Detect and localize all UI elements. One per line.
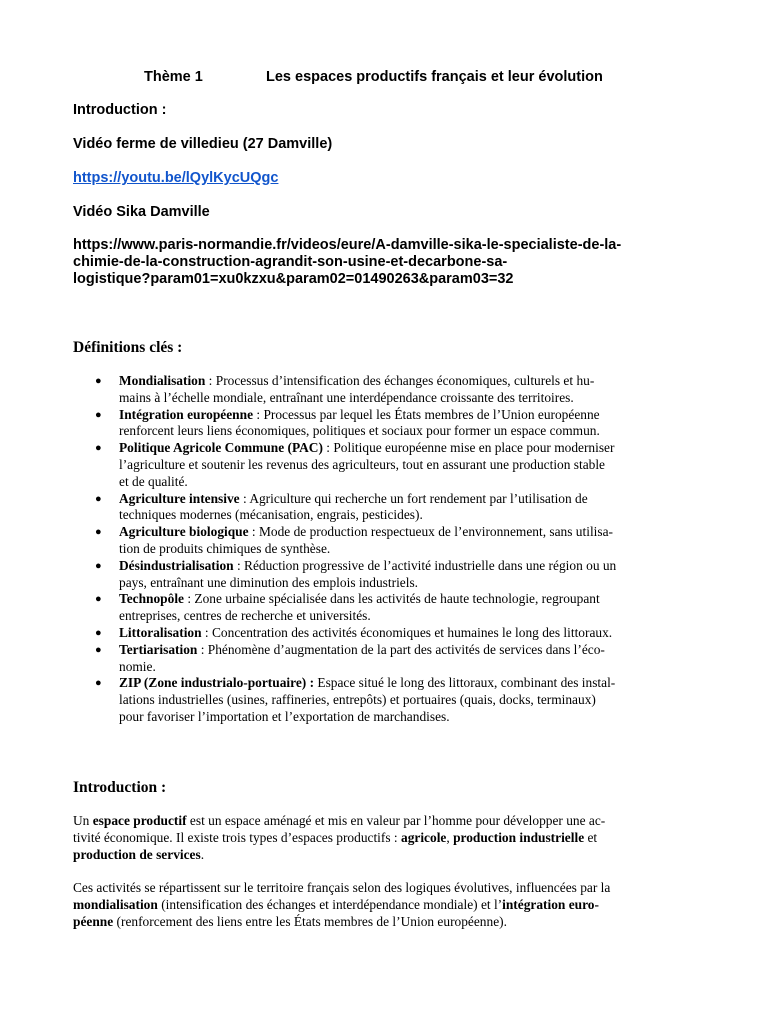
bullet-icon: ● xyxy=(95,559,102,572)
definition-term: Mondialisation xyxy=(119,373,206,388)
definition-text: pour favoriser l’importation et l’exportation de marchandises. xyxy=(119,708,450,724)
definition-term: Agriculture intensive xyxy=(119,490,240,506)
bold-term: espace productif xyxy=(92,813,187,828)
bullet-icon: ● xyxy=(95,643,102,656)
theme-header xyxy=(0,69,768,89)
video2-url-line[interactable]: https://www.paris-normandie.fr/videos/eure/A-damville-sika-le-specialiste-de-la- xyxy=(73,237,622,253)
text-run: est un espace aménagé et mis en valeur par l’homme pour développer une ac- xyxy=(186,813,606,828)
definition-text: entreprises, centres de recherche et universités. xyxy=(119,608,371,624)
definition-text: mains à l’échelle mondiale, entraînant une interdépendance croissante des territoires. xyxy=(119,389,574,405)
bullet-icon: ● xyxy=(95,442,102,455)
definition-term: Technopôle xyxy=(119,591,184,607)
bold-term: production de services xyxy=(73,846,201,862)
theme-title: Les espaces productifs français et leur évolution xyxy=(266,69,603,85)
video1-label: Vidéo ferme de villedieu (27 Damville) xyxy=(73,136,333,152)
definition-term: Littoralisation xyxy=(119,624,202,640)
definition-text: : Agriculture qui recherche un fort rendement par l’utilisation de xyxy=(239,490,588,506)
bullet-icon: ● xyxy=(95,375,102,387)
text-run: Un xyxy=(73,813,93,828)
definition-item xyxy=(73,591,703,625)
definition-text: : Zone urbaine spécialisée dans les activités de haute technologie, regroupant xyxy=(183,591,600,607)
bullet-icon: ● xyxy=(95,526,102,539)
bullet-icon: ● xyxy=(95,626,102,639)
definition-item xyxy=(73,675,703,725)
bold-term: agricole xyxy=(401,829,447,845)
bold-term: mondialisation xyxy=(73,896,158,912)
intro-heading-top: Introduction : xyxy=(73,102,167,118)
video1-link[interactable]: https://youtu.be/lQylKycUQgc xyxy=(73,170,279,186)
definition-item xyxy=(73,625,703,642)
definition-text: techniques modernes (mécanisation, engrais, pesticides). xyxy=(119,507,423,523)
intro-paragraph-2 xyxy=(73,880,703,930)
introduction-heading: Introduction : xyxy=(73,779,167,796)
text-run: Ces activités se répartissent sur le territoire français selon des logiques évolutives, influencées par la xyxy=(73,880,611,895)
definition-term: Tertiarisation xyxy=(119,641,198,657)
bold-term: péenne xyxy=(73,913,114,929)
definition-term: Agriculture biologique xyxy=(119,524,249,540)
intro-paragraph-1 xyxy=(73,813,703,863)
bullet-icon: ● xyxy=(95,492,102,505)
definition-text: renforcent leurs liens économiques, politiques et sociaux pour former un espace commun. xyxy=(119,423,600,439)
definitions-list xyxy=(73,373,703,726)
bullet-icon: ● xyxy=(95,408,102,421)
definition-term: Politique Agricole Commune (PAC) xyxy=(119,440,323,456)
definition-text: : Réduction progressive de l’activité industrielle dans une région ou un xyxy=(233,557,617,573)
text-run: (intensification des échanges et interdépendance mondiale) et l’ xyxy=(157,896,503,912)
definition-text: tion de produits chimiques de synthèse. xyxy=(119,540,331,556)
definition-text: lations industrielles (usines, raffineries, entrepôts) et portuaires (quais, docks, terminaux) xyxy=(119,692,596,708)
text-run: (renforcement des liens entre les États membres de l’Union européenne). xyxy=(113,913,507,929)
theme-label: Thème 1 xyxy=(144,69,203,85)
text-run: et xyxy=(584,829,598,845)
text-run: tivité économique. Il existe trois types d’espaces productifs : xyxy=(73,829,401,845)
definition-text: et de qualité. xyxy=(119,473,188,489)
definition-text: : Concentration des activités économiques et humaines le long des littoraux. xyxy=(201,624,613,640)
definition-item xyxy=(73,491,703,525)
definition-text: Espace situé le long des littoraux, combinant des instal- xyxy=(314,675,616,691)
bullet-icon: ● xyxy=(95,677,102,690)
text-run: . xyxy=(200,846,205,862)
definition-item xyxy=(73,642,703,676)
definition-text: : Processus par lequel les États membres de l’Union européenne xyxy=(253,406,600,422)
video2-label: Vidéo Sika Damville xyxy=(73,204,210,220)
text-run: , xyxy=(446,829,454,845)
definition-item xyxy=(73,558,703,592)
definition-text: : Politique européenne mise en place pour moderniser xyxy=(322,440,615,456)
definition-text: : Mode de production respectueux de l’environnement, sans utilisa- xyxy=(248,524,614,540)
definition-text: nomie. xyxy=(119,658,156,674)
definition-text: : Phénomène d’augmentation de la part des activités de services dans l’éco- xyxy=(197,641,605,657)
definition-term: ZIP (Zone industrialo-portuaire) : xyxy=(119,675,315,691)
definition-item xyxy=(73,373,703,407)
definition-item xyxy=(73,407,703,441)
definition-term: Désindustrialisation xyxy=(119,557,234,573)
bold-term: production industrielle xyxy=(453,829,585,845)
bullet-icon: ● xyxy=(95,593,102,606)
definition-text: l’agriculture et soutenir les revenus des agriculteurs, tout en assurant une production stable xyxy=(119,456,606,472)
bold-term: intégration euro- xyxy=(502,896,599,912)
definition-text: : Processus d’intensification des échanges économiques, culturels et hu- xyxy=(205,373,595,388)
definitions-heading: Définitions clés : xyxy=(73,339,183,356)
definition-term: Intégration européenne xyxy=(119,406,254,422)
video2-url-line[interactable]: chimie-de-la-construction-agrandit-son-usine-et-decarbone-sa- xyxy=(73,254,508,270)
definition-text: pays, entraînant une diminution des emplois industriels. xyxy=(119,574,419,590)
definition-item xyxy=(73,440,703,490)
video2-url[interactable] xyxy=(73,237,713,288)
video2-url-line[interactable]: logistique?param01=xu0kzxu&param02=01490263&param03=32 xyxy=(73,271,514,287)
definition-item xyxy=(73,524,703,558)
